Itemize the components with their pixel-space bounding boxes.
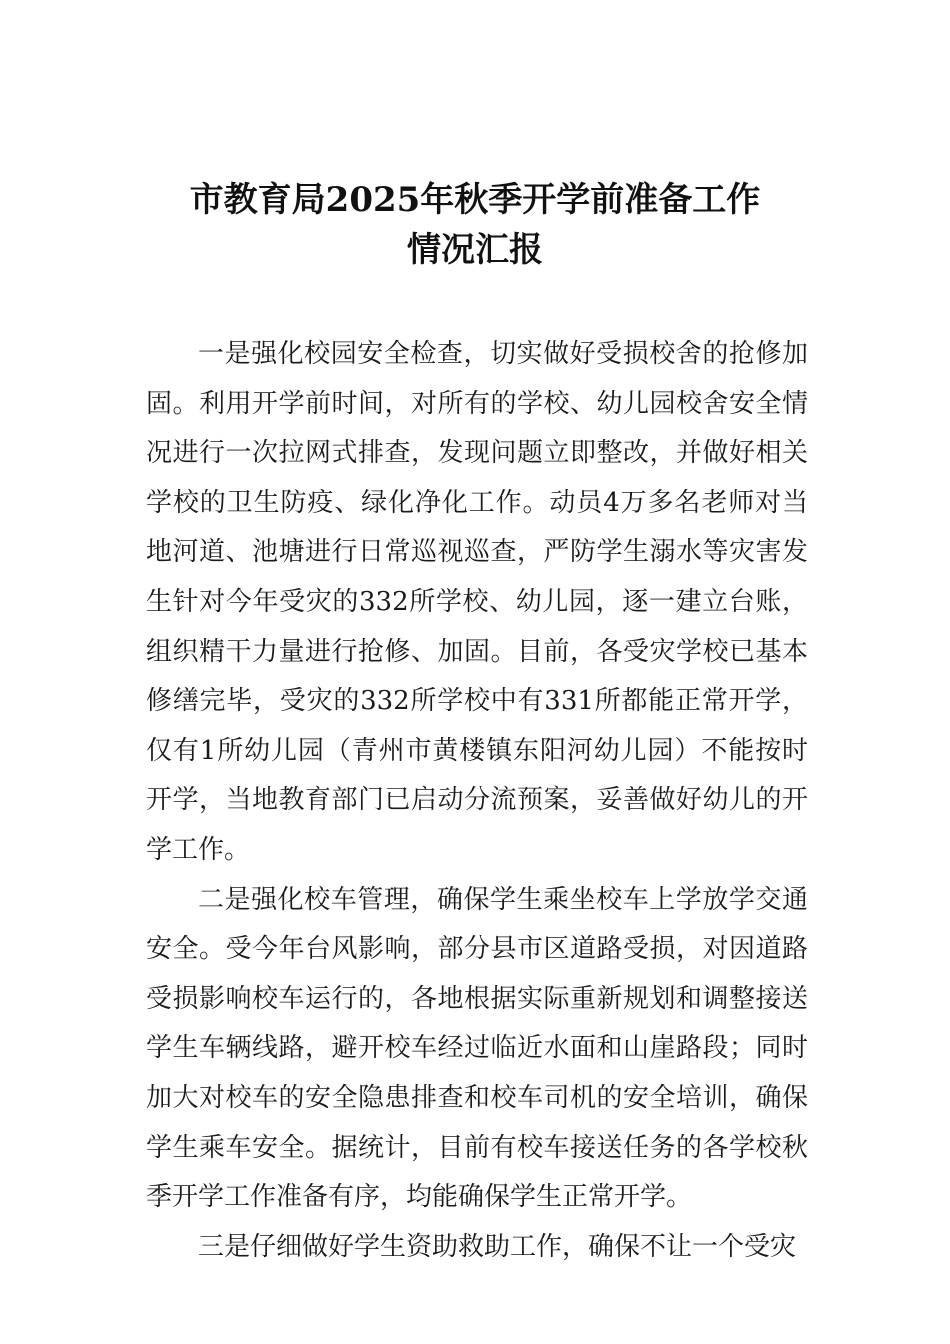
paragraph-1: 一是强化校园安全检查，切实做好受损校舍的抢修加固。利用开学前时间，对所有的学校、幼儿园校舍安全情况进行一次拉网式排查，发现问题立即整改，并做好相关学校的卫生防疫、绿化净化工作。动员4万多名老师对当地河道、池塘进行日常巡视巡查，严防学生溺水等灾害发生针对今年受灾的332所学校、幼儿园，逐一建立台账，组织精干力量进行抢修、加固。目前，各受灾学校已基本修缮完毕，受灾的332所学校中有331所都能正常开学，仅有1所幼儿园（青州市黄楼镇东阳河幼儿园）不能按时开学，当地教育部门已启动分流预案，妥善做好幼儿的开学工作。 bbox=[146, 339, 808, 865]
document-title-line-1: 市教育局2025年秋季开学前准备工作 bbox=[189, 180, 761, 220]
paragraph-2: 二是强化校车管理，确保学生乘坐校车上学放学交通安全。受今年台风影响，部分县市区道路受损，对因道路受损影响校车运行的，各地根据实际重新规划和调整接送学生车辆线路，避开校车经过临近水面和山崖路段；同时加大对校车的安全隐患排查和校车司机的安全培训，确保学生乘车安全。据统计，目前有校车接送任务的各学校秋季开学工作准备有序，均能确保学生正常开学。 bbox=[146, 884, 808, 1213]
document-body bbox=[146, 330, 808, 1272]
paragraph-3: 三是仔细做好学生资助救助工作，确保不让一个受灾 bbox=[198, 1231, 797, 1262]
document-title-line-2: 情况汇报 bbox=[407, 230, 543, 270]
